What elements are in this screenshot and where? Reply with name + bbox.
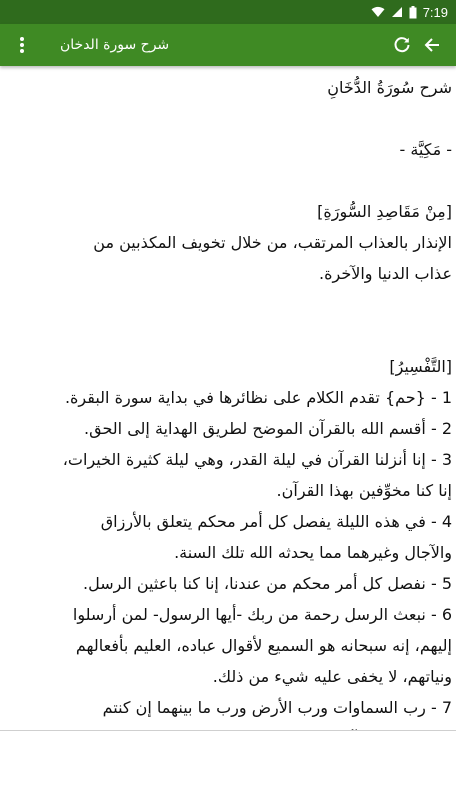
tafsir-line: 5 - نفصل كل أمر محكم من عندنا، إنا كنا باعثين الرسل. [83,574,452,593]
tafsir-line: إليهم، إنه سبحانه هو السميع لأقوال عباده، العليم بأفعالهم [75,636,452,655]
article-body [6,72,452,754]
wifi-icon [371,6,385,18]
back-arrow-icon [424,37,440,53]
status-time: 7:19 [422,4,448,20]
tafsir-line: 6 - نبعث الرسل رحمة من ربك -أيها الرسول- لمن أرسلوا [72,605,452,624]
article-content[interactable] [0,66,456,730]
tafsir-line: 1 - {حم} تقدم الكلام على نظائرها في بداية سورة البقرة. [64,388,452,407]
signal-icon [391,6,403,18]
objectives-text-line: عذاب الدنيا والآخرة. [319,264,452,283]
status-bar [0,0,456,24]
objectives-text-line: الإنذار بالعذاب المرتقب، من خلال تخويف المكذبين من [93,233,452,252]
more-options-button[interactable] [4,24,40,66]
status-icons [371,0,448,24]
tafsir-title: [التَّفْسِيرُ] [389,357,452,376]
more-vert-icon [19,36,25,54]
tafsir-line: 4 - في هذه الليلة يفصل كل أمر محكم يتعلق بالأرزاق [100,512,452,531]
bottom-blank-area [0,730,456,801]
battery-icon [409,6,417,19]
tafsir-line: 3 - إنا أنزلنا القرآن في ليلة القدر، وهي ليلة كثيرة الخيرات، [62,450,452,469]
app-bar [0,24,456,66]
tafsir-line: 7 - رب السماوات ورب الأرض ورب ما بينهما إن كنتم [102,698,452,717]
tafsir-line: 2 - أقسم الله بالقرآن الموضح لطريق الهداية إلى الحق. [84,419,452,438]
tafsir-line: إنا كنا مخوِّفين بهذا القرآن. [276,481,452,500]
refresh-icon [393,36,411,54]
article-heading: شرح سُورَةُ الدُّخَانِ [327,78,452,97]
surah-classification: - مَكِيَّة - [399,140,452,159]
objectives-title: [مِنْ مَقَاصِدِ السُّورَةِ] [317,202,452,221]
page-title: شرح سورة الدخان [60,37,170,53]
back-button[interactable] [414,24,450,66]
tafsir-line: ونياتهم، لا يخفى عليه شيء من ذلك. [212,667,452,686]
tafsir-line: والآجال وغيرهما مما يحدثه الله تلك السنة. [174,543,452,562]
